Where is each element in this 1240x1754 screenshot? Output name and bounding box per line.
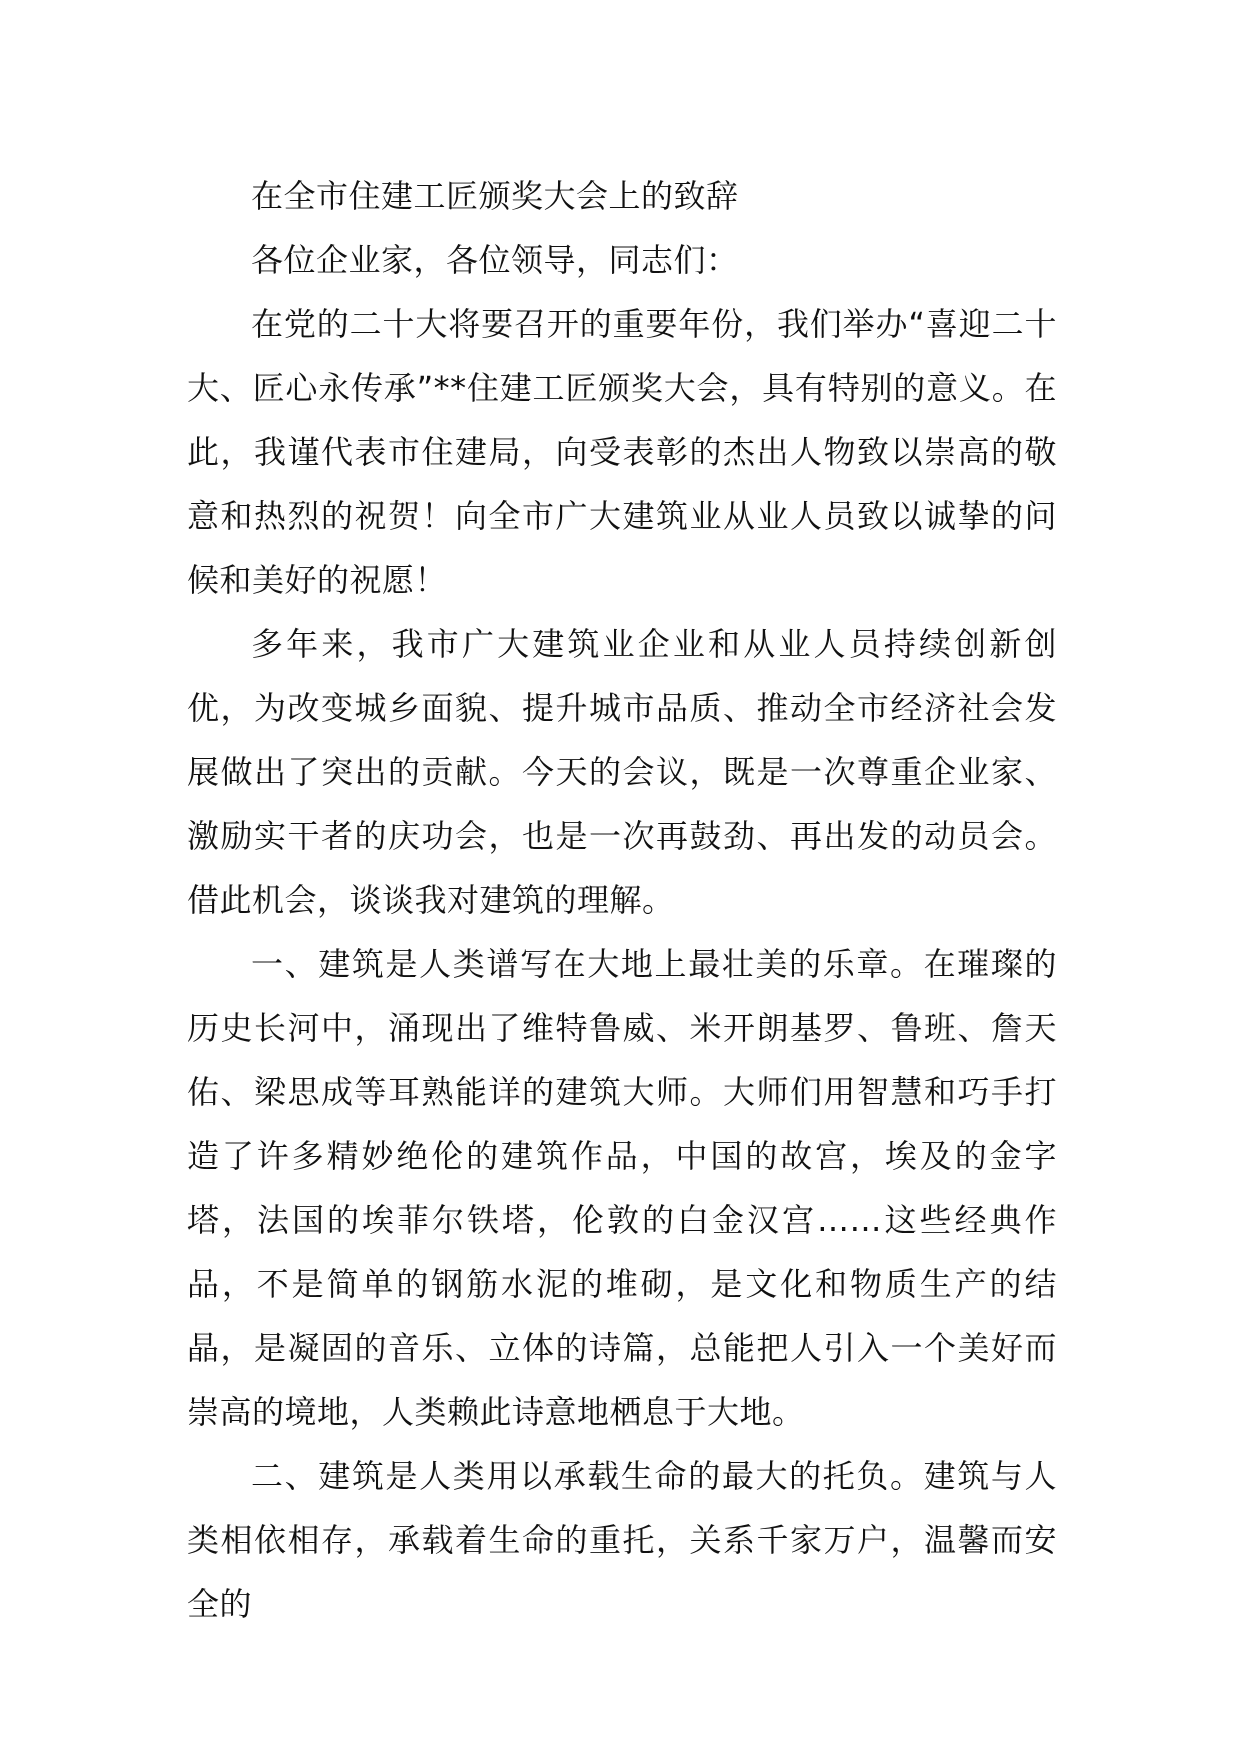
paragraph-opening: 在党的二十大将要召开的重要年份，我们举办“喜迎二十大、匠心永传承”**住建工匠颁奖大会，具有特别的意义。在此，我谨代表市住建局，向受表彰的杰出人物致以崇高的敬意和热烈的祝贺！向全市广大建筑业从业人员致以诚挚的问候和美好的祝愿！ <box>187 305 1057 599</box>
paragraph-point-one: 一、建筑是人类谱写在大地上最壮美的乐章。在璀璨的历史长河中，涌现出了维特鲁威、米开朗基罗、鲁班、詹天佑、梁思成等耳熟能详的建筑大师。大师们用智慧和巧手打造了许多精妙绝伦的建筑作品，中国的故宫，埃及的金字塔，法国的埃菲尔铁塔，伦敦的白金汉宫……这些经典作品，不是简单的钢筋水泥的堆砌，是文化和物质生产的结晶，是凝固的音乐、立体的诗篇，总能把人引入一个美好而崇高的境地，人类赖此诗意地栖息于大地。 <box>187 945 1057 1431</box>
document-title: 在全市住建工匠颁奖大会上的致辞 <box>251 177 739 215</box>
paragraph-achievements: 多年来，我市广大建筑业企业和从业人员持续创新创优，为改变城乡面貌、提升城市品质、推动全市经济社会发展做出了突出的贡献。今天的会议，既是一次尊重企业家、激励实干者的庆功会，也是一次再鼓劲、再出发的动员会。借此机会，谈谈我对建筑的理解。 <box>187 625 1057 919</box>
document-body <box>187 164 1057 1636</box>
salutation: 各位企业家，各位领导，同志们： <box>251 241 739 279</box>
paragraph-point-two: 二、建筑是人类用以承载生命的最大的托负。建筑与人类相依相存，承载着生命的重托，关系千家万户，温馨而安全的 <box>187 1457 1057 1623</box>
